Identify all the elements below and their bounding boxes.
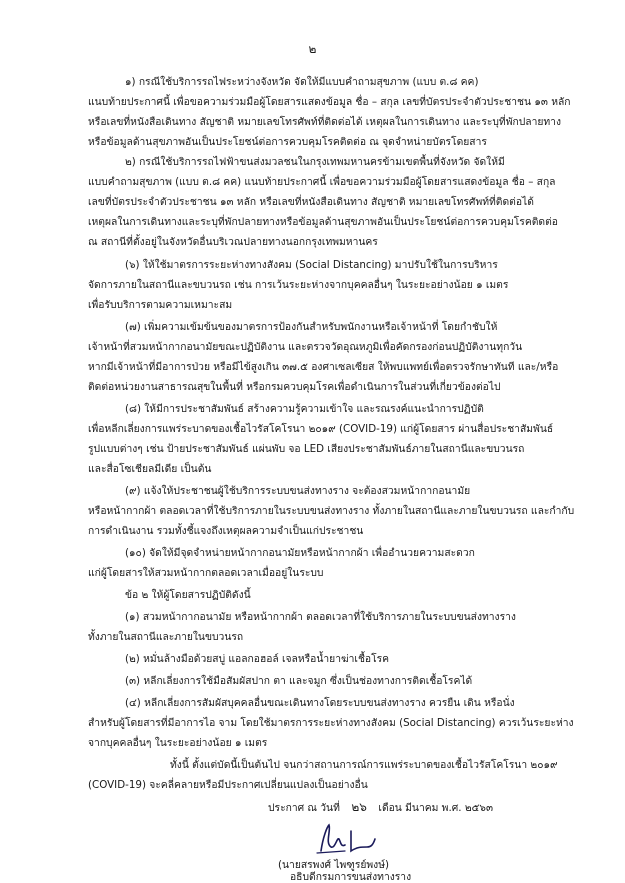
text-line: แก่ผู้โดยสารให้สวมหน้ากากตลอดเวลาเมื่ออยู่ในระบบ [88,567,324,579]
text-line: ทั้งภายในสถานีและภายในขบวนรถ [88,631,244,643]
text-line: เลขที่บัตรประจำตัวประชาชน ๑๓ หลัก หรือเลขที่หนังสือเดินทาง สัญชาติ หมายเลขโทรศัพท์ที่ติดต่อได้ [88,196,534,208]
text-line: (๒) หมั่นล้างมือด้วยสบู่ แอลกอฮอล์ เจลหรือน้ำยาฆ่าเชื้อโรค [125,653,390,665]
clause-heading: ข้อ ๒ ให้ผู้โดยสารปฏิบัติดังนี้ [125,589,251,601]
text-line: หากมีเจ้าหน้าที่มีอาการป่วย หรือมีไข้สูงเกิน ๓๗.๕ องศาเซลเซียส ให้พบแพทย์เพื่อตรวจรักษาทันที และ/หรือ [88,361,559,373]
text-line: รูปแบบต่างๆ เช่น ป้ายประชาสัมพันธ์ แผ่นพับ จอ LED เสียงประชาสัมพันธ์ภายในสถานีและขบวนรถ [88,443,525,455]
text-line: (COVID-19) จะคลี่คลายหรือมีประกาศเปลี่ยนแปลงเป็นอย่างอื่น [88,779,368,791]
text-line: สำหรับผู้โดยสารที่มีอาการไอ จาม โดยใช้มาตรการระยะห่างทางสังคม (Social Distancing) ควรเว้นระยะห่าง [88,717,574,729]
text-line: ทั้งนี้ ตั้งแต่บัดนี้เป็นต้นไป จนกว่าสถานการณ์การแพร่ระบาดของเชื้อไวรัสโคโรนา ๒๐๑๙ [170,759,558,771]
text-line: เพื่อรับบริการตามความเหมาะสม [88,299,233,311]
text-line: แนบท้ายประกาศนี้ เพื่อขอความร่วมมือผู้โดยสารแสดงข้อมูล ชื่อ – สกุล เลขที่บัตรประจำตัวประชาชน ๑๓ หลัก [88,96,571,108]
text-line: หรือหน้ากากผ้า ตลอดเวลาที่ใช้บริการภายในระบบขนส่งทางราง ทั้งภายในสถานีและภายในขบวนรถ และกำกับ [88,505,575,517]
text-line: ๒) กรณีใช้บริการรถไฟฟ้าขนส่งมวลชนในกรุงเทพมหานครข้ามเขตพื้นที่จังหวัด จัดให้มี [125,156,505,168]
text-line: (๑) สวมหน้ากากอนามัย หรือหน้ากากผ้า ตลอดเวลาที่ใช้บริการภายในระบบขนส่งทางราง [125,611,516,623]
text-line: ณ สถานีที่ตั้งอยู่ในจังหวัดอื่นบริเวณปลายทางนอกกรุงเทพมหานคร [88,236,378,248]
text-line: หรือเลขที่หนังสือเดินทาง สัญชาติ หมายเลขโทรศัพท์ที่ติดต่อได้ เหตุผลในการเดินทาง และระบุที่พักปลายทาง [88,116,561,128]
text-line: การดำเนินงาน รวมทั้งชี้แจงถึงเหตุผลความจำเป็นแก่ประชาชน [88,525,364,537]
signature-graphic [315,817,385,857]
text-line: เพื่อหลีกเลี่ยงการแพร่ระบาดของเชื้อไวรัสโคโรนา ๒๐๑๙ (COVID-19) แก่ผู้โดยสาร ผ่านสื่อประชาสัมพันธ์ [88,423,554,435]
text-line: (๔) หลีกเลี่ยงการสัมผัสบุคคลอื่นขณะเดินทางโดยระบบขนส่งทางราง ควรยืน เดิน หรือนั่ง [125,697,515,709]
signer-title: อธิบดีกรมการขนส่งทางราง [290,871,412,883]
text-line: ติดต่อหน่วยงานสาธารณสุขในพื้นที่ หรือกรมควบคุมโรคเพื่อดำเนินการในส่วนที่เกี่ยวข้องต่อไป [88,381,501,393]
page-number: ๒ [308,42,317,56]
date-prefix: ประกาศ ณ วันที่ [268,802,340,814]
text-line: (๖) ให้ใช้มาตรการระยะห่างทางสังคม (Social Distancing) มาปรับใช้ในการบริหาร [125,259,498,271]
text-line: และสื่อโซเชียลมีเดีย เป็นต้น [88,463,212,475]
text-line: จัดการภายในสถานีและขบวนรถ เช่น การเว้นระยะห่างจากบุคคลอื่นๆ ในระยะอย่างน้อย ๑ เมตร [88,279,509,291]
text-line: (๘) ให้มีการประชาสัมพันธ์ สร้างความรู้ความเข้าใจ และรณรงค์แนะนำการปฏิบัติ [125,403,484,415]
text-line: (๙) แจ้งให้ประชาชนผู้ใช้บริการระบบขนส่งทางราง จะต้องสวมหน้ากากอนามัย [125,485,471,497]
text-line: หรือข้อมูลด้านสุขภาพอันเป็นประโยชน์ต่อการควบคุมโรคติดต่อ ณ จุดจำหน่ายบัตรโดยสาร [88,136,487,148]
text-line: (๗) เพิ่มความเข้มข้นของมาตรการป้องกันสำหรับพนักงานหรือเจ้าหน้าที่ โดยกำชับให้ [125,321,498,333]
date-day: ๒๖ [351,800,367,814]
text-line: จากบุคคลอื่นๆ ในระยะอย่างน้อย ๑ เมตร [88,737,268,749]
text-line: (๓) หลีกเลี่ยงการใช้มือสัมผัสปาก ตา และจมูก ซึ่งเป็นช่องทางการติดเชื้อโรคได้ [125,675,473,687]
signer-name: (นายสรพงศ์ ไพฑูรย์พงษ์) [278,859,390,871]
text-line: เหตุผลในการเดินทางและระบุที่พักปลายทางหรือข้อมูลด้านสุขภาพอันเป็นประโยชน์ต่อการควบคุมโรคติดต่อ [88,216,558,228]
text-line: (๑๐) จัดให้มีจุดจำหน่ายหน้ากากอนามัยหรือหน้ากากผ้า เพื่ออำนวยความสะดวก [125,547,475,559]
text-line: เจ้าหน้าที่สวมหน้ากากอนามัยขณะปฏิบัติงาน และตรวจวัดอุณหภูมิเพื่อคัดกรองก่อนปฏิบัติงานทุกวัน [88,341,523,353]
text-line: ๑) กรณีใช้บริการรถไฟระหว่างจังหวัด จัดให้มีแบบคำถามสุขภาพ (แบบ ต.๘ คค) [125,76,479,88]
date-suffix: เดือน มีนาคม พ.ศ. ๒๕๖๓ [378,802,493,814]
date-line [268,800,493,815]
text-line: แบบคำถามสุขภาพ (แบบ ต.๘ คค) แนบท้ายประกาศนี้ เพื่อขอความร่วมมือผู้โดยสารแสดงข้อมูล ชื่อ – สกุล [88,176,556,188]
